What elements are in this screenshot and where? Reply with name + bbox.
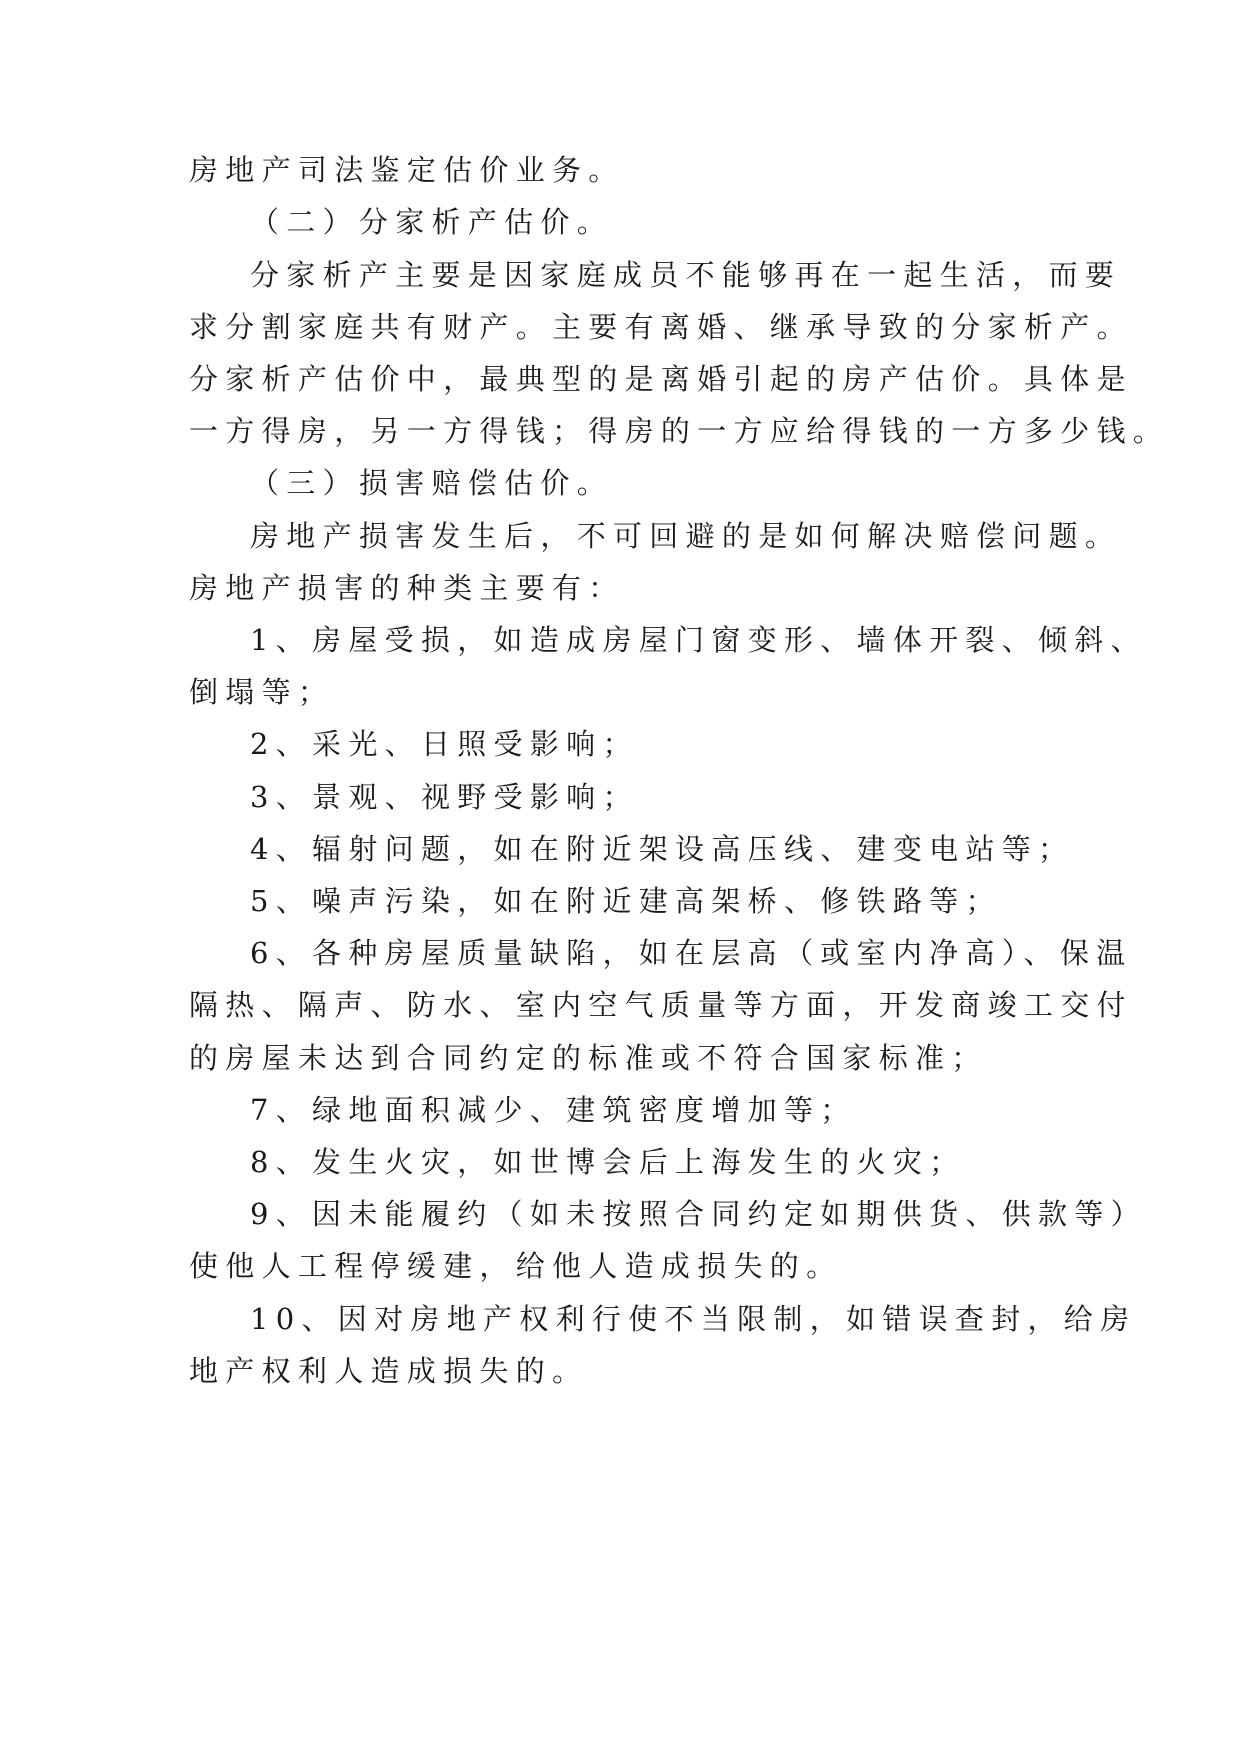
section-heading: （三）损害赔偿估价。 — [250, 466, 614, 500]
list-item: 3、景观、视野受影响； — [250, 780, 639, 814]
text-line: 分家析产主要是因家庭成员不能够再在一起生活，而要 — [250, 258, 1122, 292]
text-line: 分家析产估价中，最典型的是离婚引起的房产估价。具体是 — [189, 362, 1133, 396]
text-line: 房地产司法鉴定估价业务。 — [189, 153, 625, 187]
list-item: 1、房屋受损，如造成房屋门窗变形、墙体开裂、倾斜、 — [250, 623, 1147, 657]
text-line: 求分割家庭共有财产。主要有离婚、继承导致的分家析产。 — [189, 310, 1133, 344]
list-item: 7、绿地面积减少、建筑密度增加等； — [250, 1093, 857, 1127]
text-line: 使他人工程停缓建，给他人造成损失的。 — [189, 1249, 843, 1283]
list-item: 5、噪声污染，如在附近建高架桥、修铁路等； — [250, 884, 1002, 918]
text-line: 一方得房，另一方得钱；得房的一方应给得钱的一方多少钱。 — [189, 414, 1170, 448]
text-line: 隔热、隔声、防水、室内空气质量等方面，开发商竣工交付 — [189, 988, 1133, 1022]
text-line: 的房屋未达到合同约定的标准或不符合国家标准； — [189, 1041, 988, 1075]
list-item: 9、因未能履约（如未按照合同约定如期供货、供款等） — [250, 1197, 1147, 1231]
text-line: 房地产损害发生后，不可回避的是如何解决赔偿问题。 — [250, 519, 1122, 553]
list-item: 4、辐射问题，如在附近架设高压线、建变电站等； — [250, 832, 1075, 866]
list-item: 10、因对房地产权利行使不当限制，如错误查封，给房 — [250, 1302, 1137, 1336]
text-line: 地产权利人造成损失的。 — [189, 1354, 589, 1388]
text-line: 倒塌等； — [189, 675, 335, 709]
section-heading: （二）分家析产估价。 — [250, 205, 614, 239]
list-item: 2、采光、日照受影响； — [250, 727, 639, 761]
list-item: 8、发生火灾，如世博会后上海发生的火灾； — [250, 1145, 966, 1179]
list-item: 6、各种房屋质量缺陷，如在层高（或室内净高）、保温 — [250, 936, 1133, 970]
text-line: 房地产损害的种类主要有： — [189, 571, 625, 605]
